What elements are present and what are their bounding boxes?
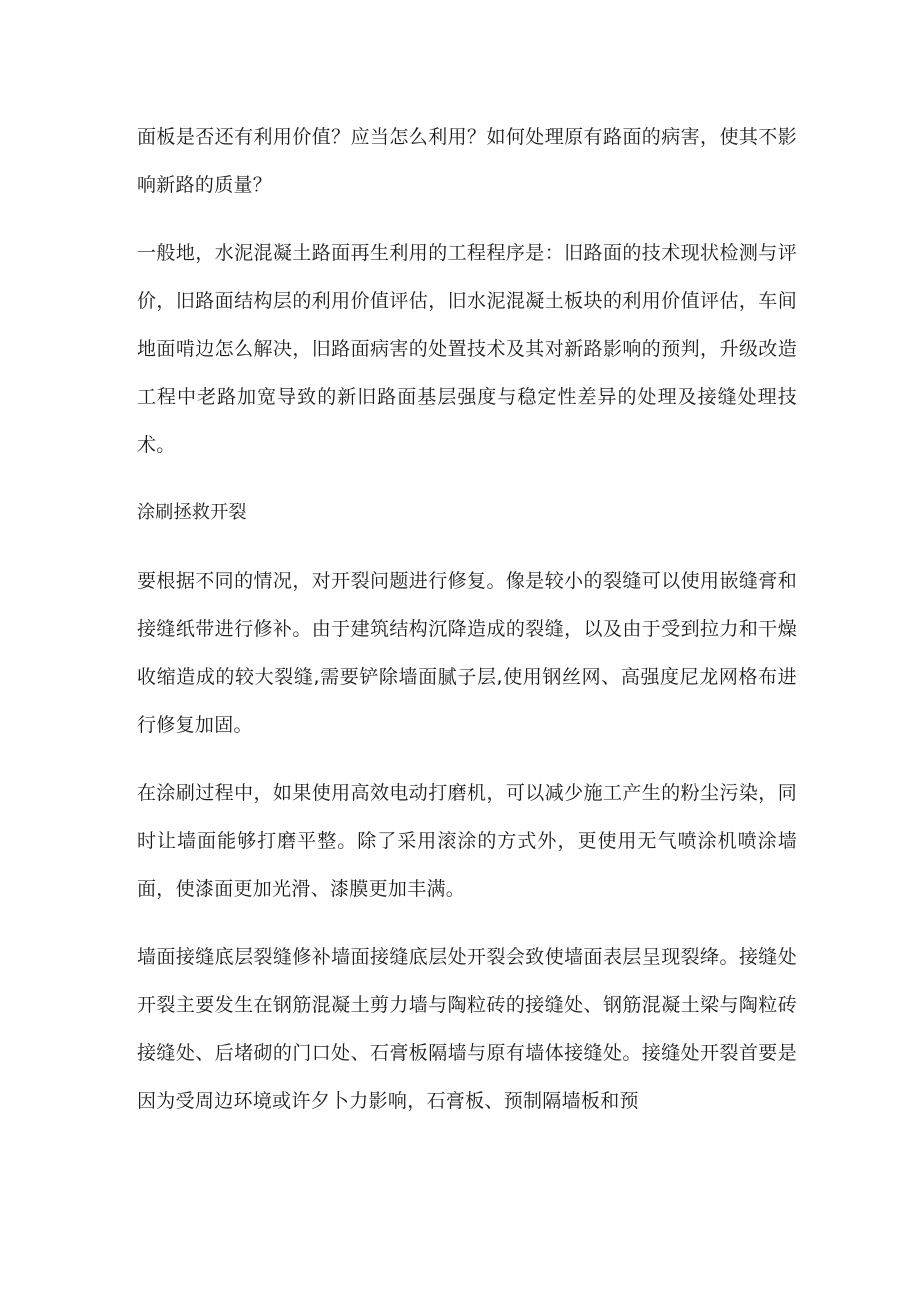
section-heading: 涂刷拯救开裂 [137, 502, 247, 523]
paragraph-painting-process: 在涂刷过程中，如果使用高效电动打磨机，可以减少施工产生的粉尘污染，同时让墙面能够打磨平整。除了采用滚涂的方式外，更使用无气喷涂机喷涂墙面，使漆面更加光滑、漆膜更加丰满。 [137, 782, 797, 900]
paragraph-joint-cracks: 墙面接缝底层裂缝修补墙面接缝底层处开裂会致使墙面表层呈现裂绛。接缝处开裂主要发生在钢筋混凝土剪力墙与陶粒砖的接缝处、钢筋混凝土梁与陶粒砖接缝处、后堵砌的门口处、石膏板隔墙与原有墙体接缝处。接缝处开裂首要是因为受周边环境或许夕卜力影响，石膏板、预制隔墙板和预 [137, 946, 797, 1112]
paragraph-engineering-procedure: 一般地，水泥混凝土路面再生利用的工程程序是：旧路面的技术现状检测与评价，旧路面结构层的利用价值评估，旧水泥混凝土板块的利用价值评估，车间地面啃边怎么解决，旧路面病害的处置技术及其对新路影响的预判，升级改造工程中老路加宽导致的新旧路面基层强度与稳定性差异的处理及接缝处理技术。 [137, 242, 797, 456]
paragraph-crack-repair: 要根据不同的情况，对开裂问题进行修复。像是较小的裂缝可以使用嵌缝膏和接缝纸带进行修补。由于建筑结构沉降造成的裂缝，以及由于受到拉力和干燥收缩造成的较大裂缝,需要铲除墙面腻子层,使用钢丝网、高强度尼龙网格布进行修复加固。 [137, 570, 797, 736]
document-page [137, 113, 797, 1145]
paragraph-continuation-question: 面板是否还有利用价值？应当怎么利用？如何处理原有路面的病害，使其不影响新路的质量？ [137, 126, 797, 196]
